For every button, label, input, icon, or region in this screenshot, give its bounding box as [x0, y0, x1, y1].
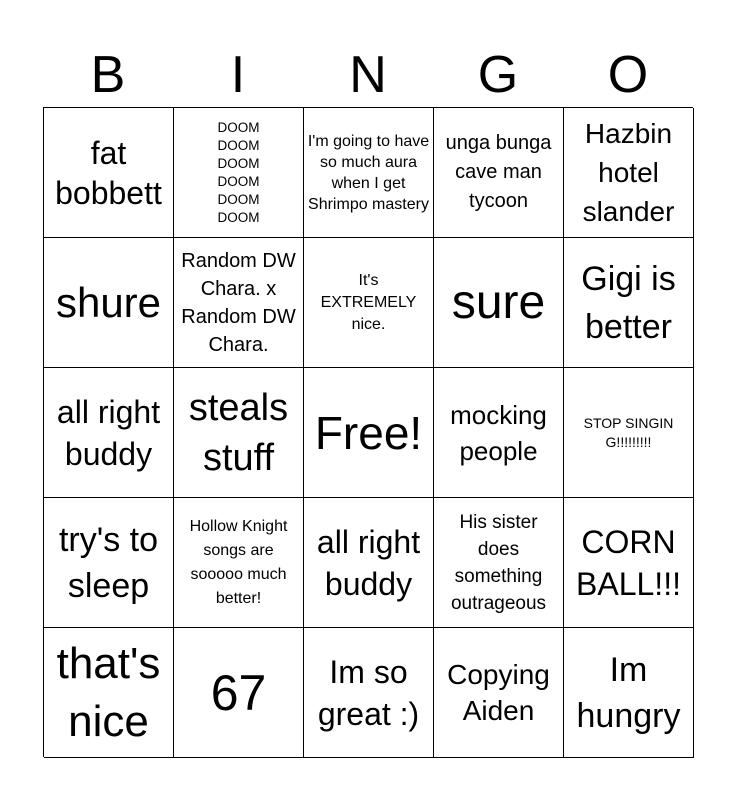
cell-text: It's EXTREMELY nice. — [320, 271, 417, 333]
bingo-cell[interactable] — [304, 368, 434, 498]
header-letter-n: N — [349, 46, 387, 104]
cell-text: DOOM DOOM DOOM DOOM DOOM DOOM — [217, 119, 260, 225]
bingo-cell[interactable] — [44, 498, 174, 628]
header-letter-i: I — [230, 46, 246, 104]
bingo-cell[interactable] — [564, 628, 694, 758]
bingo-cell[interactable] — [44, 368, 174, 498]
bingo-cell[interactable] — [434, 108, 564, 238]
bingo-cell[interactable] — [434, 368, 564, 498]
cell-text: all right buddy — [316, 523, 421, 602]
cell-text: mocking people — [450, 399, 547, 466]
bingo-cell[interactable] — [304, 238, 434, 368]
bingo-cell[interactable] — [174, 238, 304, 368]
cell-text: 67 — [210, 664, 267, 721]
cell-text: sure — [451, 275, 546, 329]
bingo-cell[interactable] — [434, 238, 564, 368]
bingo-cell[interactable] — [304, 108, 434, 238]
bingo-cell[interactable] — [304, 628, 434, 758]
bingo-board — [43, 107, 693, 757]
bingo-cell[interactable] — [564, 498, 694, 628]
cell-text: all right buddy — [56, 393, 161, 472]
header-letter-g: G — [477, 46, 519, 104]
bingo-cell[interactable] — [44, 108, 174, 238]
cell-text: fat bobbett — [55, 134, 162, 211]
cell-text: Im so great :) — [317, 653, 420, 732]
cell-text: unga bunga cave man tycoon — [445, 132, 552, 212]
cell-text: Hollow Knight songs are sooooo much better! — [189, 517, 288, 607]
cell-text: try's to sleep — [58, 520, 159, 605]
bingo-cell[interactable] — [174, 628, 304, 758]
bingo-cell[interactable] — [434, 498, 564, 628]
cell-text: Im hungry — [576, 650, 681, 735]
cell-text: CORN BALL!!! — [576, 523, 681, 602]
bingo-cell[interactable] — [564, 368, 694, 498]
cell-text: STOP SINGING!!!!!!!!! — [583, 414, 674, 450]
cell-text: His sister does something outrageous — [450, 511, 547, 614]
cell-text: Gigi is better — [581, 259, 676, 346]
cell-text: Free! — [314, 406, 423, 459]
cell-text: shure — [55, 278, 162, 326]
cell-text: that's nice — [56, 638, 161, 746]
cell-text: Hazbin hotel slander — [582, 118, 675, 227]
bingo-cell[interactable] — [44, 628, 174, 758]
bingo-cell[interactable] — [564, 108, 694, 238]
cell-text: Copying Aiden — [447, 658, 550, 726]
bingo-cell[interactable] — [174, 498, 304, 628]
bingo-cell[interactable] — [434, 628, 564, 758]
bingo-cell[interactable] — [304, 498, 434, 628]
bingo-cell[interactable] — [44, 238, 174, 368]
header-letter-b: B — [90, 46, 126, 104]
cell-text: Random DW Chara. x Random DW Chara. — [181, 249, 296, 356]
bingo-cell[interactable] — [174, 108, 304, 238]
cell-text: I'm going to have so much aura when I get Shrimpo mastery — [307, 132, 430, 213]
cell-text: steals stuff — [188, 386, 289, 479]
bingo-header — [43, 44, 693, 106]
bingo-cell[interactable] — [174, 368, 304, 498]
bingo-cell[interactable] — [564, 238, 694, 368]
header-letter-o: O — [607, 46, 649, 104]
